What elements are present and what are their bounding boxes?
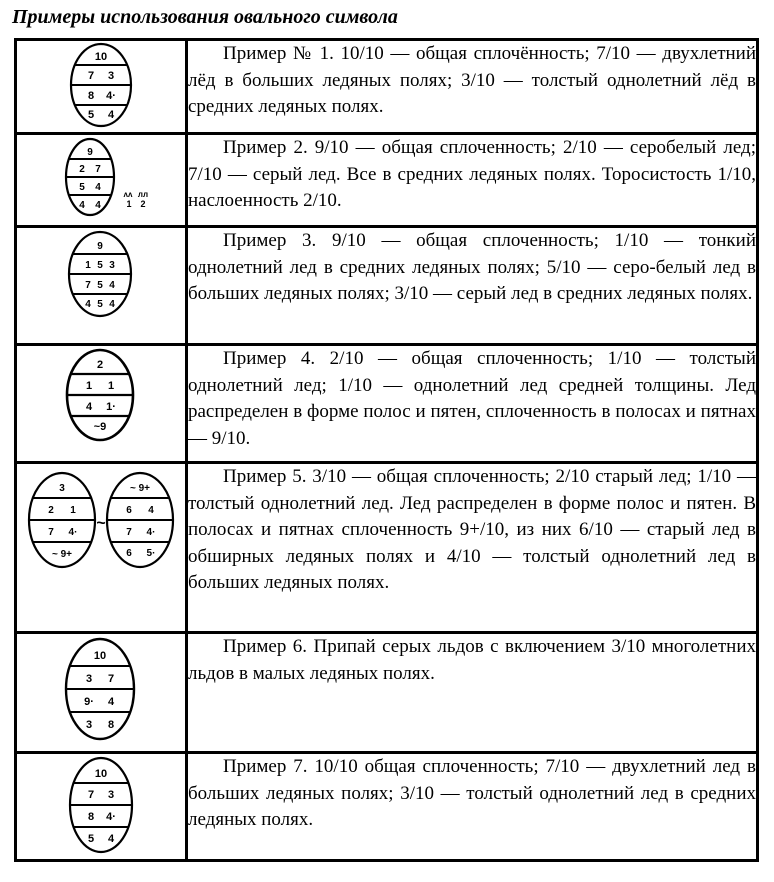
- stage-of-development: 5: [79, 182, 85, 193]
- symbol-cell: [16, 134, 187, 227]
- stage-of-development: 8: [87, 811, 95, 823]
- example-text-cell: [187, 227, 758, 345]
- stage-of-development: 4: [107, 696, 115, 708]
- stage-of-development: 9·: [84, 696, 94, 708]
- partial-concentration: 6: [126, 505, 132, 516]
- stage-of-development: 4: [85, 401, 93, 413]
- stage-of-development: 7: [85, 280, 91, 291]
- table-row: [16, 345, 758, 463]
- symbol-cell: [16, 227, 187, 345]
- example-text-cell: [187, 40, 758, 134]
- oval-symbol-pair: [18, 464, 184, 576]
- example-text-cell: [187, 633, 758, 753]
- partial-concentration: 2: [48, 505, 54, 516]
- total-concentration: 9: [97, 241, 103, 252]
- partial-concentration: 7: [87, 789, 95, 801]
- example-text: Пример 7. 10/10 общая сплоченность; 7/10 — двухлетний лед в больших ледяных полях; 3/10 — толстый однолетний лед в средних ледяных полях.: [188, 756, 756, 830]
- table-row: [16, 134, 758, 227]
- partial-concentration: 7: [107, 673, 115, 685]
- example-text: Пример 3. 9/10 — общая сплоченность; 1/10 — тонкий однолетний лед в средних ледяных полях; 5/10 — серо-белый лед в больших ледяных полях; 3/10 — серый лед в средних ледяных полях.: [188, 230, 756, 304]
- strips-joiner: ~: [96, 515, 106, 532]
- example-text: Пример 5. 3/10 — общая сплоченность; 2/10 старый лед; 1/10 — толстый однолетний лед. Лед распределен в форме полос и пятен. В полосах и пятнах сплоченность 9+/10, из них 6/10 — старый лед в обширных ледяных полях и 4/10 — толстый однолетний лед в больших ледяных полях.: [188, 466, 756, 593]
- stage-of-development: 7: [48, 527, 54, 538]
- form-of-ice: 4: [79, 200, 85, 211]
- partial-concentration: 7: [87, 70, 95, 82]
- partial-concentration: 2: [79, 164, 85, 175]
- stage-of-development: 4·: [146, 527, 156, 538]
- strips-concentration: ~9: [93, 421, 107, 433]
- oval-symbol: [26, 346, 176, 444]
- stage-of-development: 1·: [106, 401, 116, 413]
- table-row: [16, 40, 758, 134]
- form-of-ice: 5: [97, 299, 103, 310]
- rafting-value: 2: [140, 199, 146, 209]
- form-of-ice: 5·: [146, 548, 156, 559]
- total-concentration: 10: [93, 650, 107, 662]
- rafting-symbol: лл: [137, 190, 149, 199]
- form-of-ice: 5: [87, 833, 95, 845]
- example-text-cell: [187, 753, 758, 861]
- strips-concentration: ~ 9+: [129, 483, 151, 494]
- oval-symbol: [26, 41, 176, 129]
- example-text: Пример № 1. 10/10 — общая сплочённость; 7/10 — двухлетний лёд в больших ледяных полях; 3/10 — толстый однолетний лёд в средних ледяных полях.: [188, 43, 756, 117]
- total-concentration: 10: [94, 768, 108, 780]
- symbol-cell: [16, 633, 187, 753]
- partial-concentration: 1: [85, 260, 91, 271]
- partial-concentration: 5: [97, 260, 103, 271]
- example-text: Пример 6. Припай серых льдов с включением 3/10 многолетних льдов в малых ледяных полях.: [188, 636, 756, 684]
- stage-of-development: 4·: [68, 527, 78, 538]
- stage-of-development: 8: [87, 90, 95, 102]
- stage-of-development: 4: [109, 280, 115, 291]
- example-text-cell: [187, 345, 758, 463]
- partial-concentration: 1: [107, 380, 115, 392]
- example-text-cell: [187, 463, 758, 633]
- symbol-cell: [16, 40, 187, 134]
- partial-concentration: 4: [148, 505, 154, 516]
- example-text: Пример 4. 2/10 — общая сплоченность; 1/10 — толстый однолетний лед; 1/10 — однолетний лед средней толщины. Лед распределен в форме полос и пятен, сплоченность в полосах и пятнах — 9/10.: [188, 348, 756, 449]
- table-row: [16, 633, 758, 753]
- table-row: [16, 753, 758, 861]
- oval-symbol: [26, 754, 176, 856]
- form-of-ice: 8: [107, 719, 115, 731]
- partial-concentration: 7: [95, 164, 101, 175]
- symbol-cell: [16, 463, 187, 633]
- total-concentration: 3: [59, 483, 65, 494]
- partial-concentration: 1: [70, 505, 76, 516]
- stage-of-development: 7: [126, 527, 132, 538]
- partial-concentration: 3: [109, 260, 115, 271]
- ridging-symbol: ᴧᴧ: [123, 190, 133, 199]
- form-of-ice: 3: [85, 719, 93, 731]
- form-of-ice: 6: [126, 548, 132, 559]
- stage-of-development: 4: [95, 182, 101, 193]
- symbol-cell: [16, 345, 187, 463]
- form-of-ice: 5: [87, 109, 95, 121]
- table-row: [16, 463, 758, 633]
- ridging-value: 1: [126, 199, 132, 209]
- partial-concentration: 3: [107, 789, 115, 801]
- symbol-cell: [16, 753, 187, 861]
- examples-table: [14, 38, 759, 862]
- oval-symbol: [26, 135, 176, 219]
- table-row: [16, 227, 758, 345]
- example-text-cell: [187, 134, 758, 227]
- strips-concentration: ~ 9+: [51, 549, 73, 560]
- partial-concentration: 3: [107, 70, 115, 82]
- partial-concentration: 3: [85, 673, 93, 685]
- form-of-ice: 4: [95, 200, 101, 211]
- form-of-ice: 4: [107, 109, 115, 121]
- stage-of-development: 4·: [106, 811, 116, 823]
- partial-concentration: 1: [85, 380, 93, 392]
- total-concentration: 10: [94, 51, 108, 63]
- total-concentration: 9: [87, 147, 93, 158]
- oval-symbol: [26, 228, 176, 320]
- form-of-ice: 4: [109, 299, 115, 310]
- form-of-ice: 4: [107, 833, 115, 845]
- form-of-ice: 4: [85, 299, 91, 310]
- example-text: Пример 2. 9/10 — общая сплоченность; 2/10 — серобелый лед; 7/10 — серый лед. Все в средних ледяных полях. Торосистость 1/10, наслоенность 2/10.: [188, 137, 756, 211]
- stage-of-development: 5: [97, 280, 103, 291]
- page-title: Примеры использования овального символа: [12, 6, 398, 28]
- stage-of-development: 4·: [106, 90, 116, 102]
- oval-symbol: [26, 634, 176, 744]
- total-concentration: 2: [96, 359, 104, 371]
